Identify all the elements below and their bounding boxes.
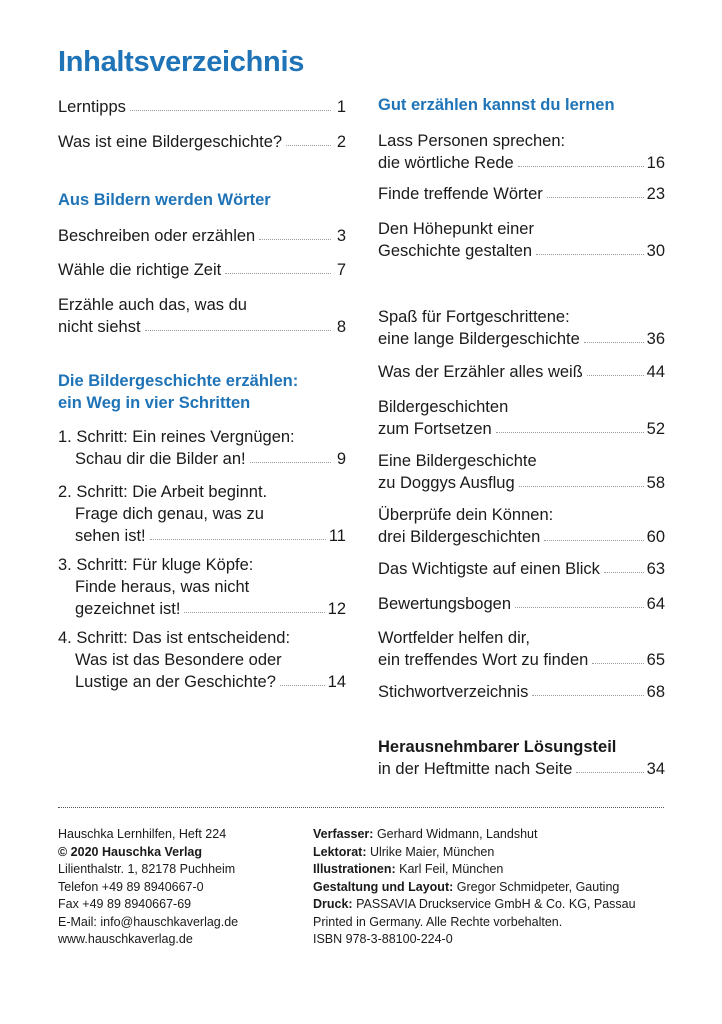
section-heading: Aus Bildern werden Wörter — [58, 191, 271, 209]
section-heading-line: ein Weg in vier Schritten — [58, 394, 251, 412]
toc-entry — [58, 481, 346, 547]
toc-entry — [58, 96, 346, 118]
entry-text: Wortfelder helfen dir, — [378, 629, 530, 647]
toc-entry — [58, 259, 346, 281]
imprint-line: Hauschka Lernhilfen, Heft 224 — [58, 827, 227, 841]
credit-label: Gestaltung und Layout: — [313, 879, 454, 894]
page-number: 65 — [646, 651, 665, 669]
entry-text: Erzähle auch das, was du — [58, 296, 247, 314]
credit-value: Printed in Germany. Alle Rechte vorbehalten. — [313, 914, 563, 929]
dot-leader — [145, 330, 331, 331]
entry-text: Eine Bildergeschichte — [378, 452, 537, 470]
entry-text: ein treffendes Wort zu finden — [378, 651, 589, 669]
entry-text: Lerntipps — [58, 98, 126, 116]
entry-text: Lustige an der Geschichte? — [75, 673, 276, 691]
dot-leader — [259, 239, 331, 240]
credit-value: Ulrike Maier, München — [369, 844, 495, 859]
toc-entry — [378, 504, 665, 548]
dot-leader — [536, 254, 644, 255]
page-number: 63 — [646, 560, 665, 578]
entry-text: nicht siehst — [58, 318, 141, 336]
credit-label: Druck: — [313, 897, 353, 911]
page-number: 16 — [646, 154, 665, 172]
toc-entry — [378, 183, 665, 205]
page-number: 64 — [646, 595, 665, 613]
credit-line — [313, 826, 673, 844]
credit-value: PASSAVIA Druckservice GmbH & Co. KG, Passau — [356, 897, 636, 911]
entry-text: Finde treffende Wörter — [378, 185, 543, 203]
dot-leader — [604, 572, 644, 573]
entry-text: die wörtliche Rede — [378, 154, 514, 172]
page-number: 36 — [646, 330, 665, 348]
toc-entry — [378, 130, 665, 174]
entry-text: Frage dich genau, was zu — [75, 505, 264, 523]
entry-text: Geschichte gestalten — [378, 242, 533, 260]
imprint-line: Fax +49 89 8940667-69 — [58, 897, 192, 911]
toc-entry — [378, 450, 665, 494]
entry-text: 1. Schritt: Ein reines Vergnügen: — [58, 428, 295, 446]
toc-entry — [58, 131, 346, 153]
page-number: 3 — [336, 227, 346, 245]
toc-entry — [378, 681, 665, 703]
entry-text: Finde heraus, was nicht — [75, 578, 250, 596]
entry-text: Bildergeschichten — [378, 398, 509, 416]
credit-line — [313, 879, 673, 897]
credit-value: Karl Feil, München — [399, 862, 504, 876]
entry-text: Herausnehmbarer Lösungsteil — [378, 738, 617, 756]
toc-entry — [58, 627, 346, 693]
section-heading: Gut erzählen kannst du lernen — [378, 96, 615, 114]
toc-entry — [58, 294, 346, 338]
imprint-line: www.hauschkaverlag.de — [58, 932, 193, 946]
toc-entry — [378, 593, 665, 615]
entry-text: Beschreiben oder erzählen — [58, 227, 256, 245]
credit-value: Gerhard Widmann, Landshut — [376, 827, 538, 841]
page-number: 60 — [646, 528, 665, 546]
toc-entry — [378, 218, 665, 262]
dot-leader — [150, 539, 326, 540]
entry-text: Das Wichtigste auf einen Blick — [378, 560, 600, 578]
toc-entry — [58, 426, 346, 470]
entry-text: Spaß für Fortgeschrittene: — [378, 308, 570, 326]
toc-entry — [378, 558, 665, 580]
credit-line — [313, 931, 673, 949]
page-number: 9 — [336, 450, 346, 468]
imprint-line: © 2020 Hauschka Verlag — [58, 844, 203, 859]
toc-entry — [378, 627, 665, 671]
page-number: 34 — [646, 760, 665, 778]
dot-leader — [130, 110, 331, 111]
credit-value: Gregor Schmidpeter, Gauting — [456, 879, 620, 894]
dotted-separator — [58, 807, 664, 808]
page-number: 11 — [328, 527, 346, 545]
page-number: 68 — [646, 683, 665, 701]
entry-text: Wähle die richtige Zeit — [58, 261, 222, 279]
credit-label: Illustrationen: — [313, 862, 396, 876]
publisher-imprint — [58, 826, 298, 949]
page-number: 58 — [646, 474, 665, 492]
entry-text: Lass Personen sprechen: — [378, 132, 566, 150]
entry-text: Stichwortverzeichnis — [378, 683, 529, 701]
entry-text: 4. Schritt: Das ist entscheidend: — [58, 629, 291, 647]
entry-text: Was der Erzähler alles weiß — [378, 363, 583, 381]
page-number: 52 — [646, 420, 665, 438]
dot-leader — [250, 462, 331, 463]
credit-line — [313, 844, 673, 862]
dot-leader — [184, 612, 324, 613]
imprint-line: Telefon +49 89 8940667-0 — [58, 879, 204, 894]
toc-entry-solutions — [378, 736, 665, 780]
entry-text: 3. Schritt: Für kluge Köpfe: — [58, 556, 254, 574]
entry-text: gezeichnet ist! — [75, 600, 181, 618]
entry-text: drei Bildergeschichten — [378, 528, 541, 546]
page-number: 44 — [646, 363, 665, 381]
entry-text: 2. Schritt: Die Arbeit beginnt. — [58, 483, 268, 501]
imprint-line: E-Mail: info@hauschkaverlag.de — [58, 914, 239, 929]
page-number: 7 — [336, 261, 346, 279]
dot-leader — [286, 145, 331, 146]
dot-leader — [547, 197, 644, 198]
entry-text: Was ist das Besondere oder — [75, 651, 282, 669]
dot-leader — [532, 695, 643, 696]
credit-line — [313, 861, 673, 879]
dot-leader — [592, 663, 643, 664]
dot-leader — [584, 342, 644, 343]
toc-entry — [378, 306, 665, 350]
page-number: 2 — [336, 133, 346, 151]
entry-text: zu Doggys Ausflug — [378, 474, 515, 492]
credit-line — [313, 914, 673, 932]
page-number: 8 — [336, 318, 346, 336]
credit-label: Lektorat: — [313, 844, 367, 859]
dot-leader — [544, 540, 643, 541]
dot-leader — [576, 772, 643, 773]
entry-text: Was ist eine Bildergeschichte? — [58, 133, 283, 151]
dot-leader — [225, 273, 331, 274]
toc-entry — [58, 554, 346, 620]
credit-line — [313, 896, 673, 914]
toc-entry — [378, 361, 665, 383]
dot-leader — [518, 166, 644, 167]
dot-leader — [519, 486, 644, 487]
section-heading — [58, 370, 346, 414]
entry-text: sehen ist! — [75, 527, 146, 545]
credit-label: Verfasser: — [313, 827, 374, 841]
section-heading-line: Die Bildergeschichte erzählen: — [58, 372, 299, 390]
entry-text: Überprüfe dein Können: — [378, 506, 554, 524]
page-number: 12 — [327, 600, 346, 618]
page-number: 1 — [336, 98, 346, 116]
toc-entry — [58, 225, 346, 247]
entry-text: eine lange Bildergeschichte — [378, 330, 580, 348]
page-title: Inhaltsverzeichnis — [58, 46, 305, 78]
dot-leader — [515, 607, 644, 608]
entry-text: Schau dir die Bilder an! — [75, 450, 246, 468]
dot-leader — [587, 375, 644, 376]
credits-imprint — [313, 826, 673, 949]
credit-value: ISBN 978-3-88100-224-0 — [313, 932, 453, 946]
page-number: 23 — [646, 185, 665, 203]
entry-text: in der Heftmitte nach Seite — [378, 760, 573, 778]
imprint-line: Lilienthalstr. 1, 82178 Puchheim — [58, 862, 236, 876]
entry-text: zum Fortsetzen — [378, 420, 492, 438]
entry-text: Den Höhepunkt einer — [378, 220, 534, 238]
toc-entry — [378, 396, 665, 440]
entry-text: Bewertungsbogen — [378, 595, 512, 613]
page-number: 14 — [327, 673, 346, 691]
dot-leader — [496, 432, 644, 433]
page-number: 30 — [646, 242, 665, 260]
dot-leader — [280, 685, 325, 686]
